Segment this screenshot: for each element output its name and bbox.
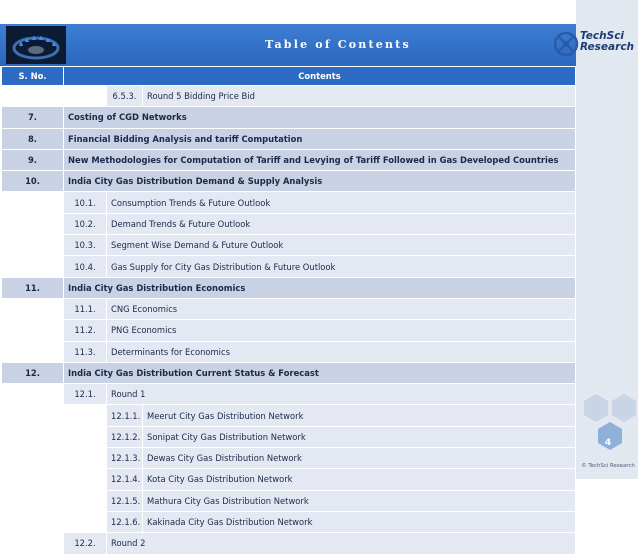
toc-title: Demand Trends & Future Outlook bbox=[107, 213, 576, 234]
toc-number: 12.1.1. bbox=[107, 405, 143, 426]
toc-title: CNG Economics bbox=[107, 298, 576, 319]
toc-empty-cell bbox=[2, 341, 64, 362]
toc-empty-cell bbox=[64, 405, 107, 426]
toc-empty-cell bbox=[2, 448, 64, 469]
toc-title: Dewas City Gas Distribution Network bbox=[143, 448, 576, 469]
toc-title: New Methodologies for Computation of Tariff and Levying of Tariff Followed in Gas Developed Countries bbox=[64, 149, 576, 170]
toc-number: 11. bbox=[2, 277, 64, 298]
toc-empty-cell bbox=[2, 256, 64, 277]
toc-title: Meerut City Gas Distribution Network bbox=[143, 405, 576, 426]
toc-section-row bbox=[2, 533, 576, 554]
toc-section-row bbox=[2, 298, 576, 319]
toc-section-row bbox=[2, 384, 576, 405]
toc-title: Round 5 Bidding Price Bid bbox=[143, 86, 576, 107]
toc-empty-cell bbox=[2, 384, 64, 405]
toc-empty-cell bbox=[64, 448, 107, 469]
toc-chapter-row bbox=[2, 107, 576, 128]
toc-chapter-row bbox=[2, 128, 576, 149]
brand-name-line2: Research bbox=[580, 41, 635, 53]
toc-number: 12.1.5. bbox=[107, 490, 143, 511]
toc-chapter-row bbox=[2, 362, 576, 383]
toc-number: 12.1.4. bbox=[107, 469, 143, 490]
title-banner bbox=[0, 24, 576, 66]
toc-empty-cell bbox=[2, 298, 64, 319]
toc-section-row bbox=[2, 86, 576, 107]
toc-number: 9. bbox=[2, 149, 64, 170]
toc-section-row bbox=[2, 235, 576, 256]
toc-empty-cell bbox=[64, 511, 107, 532]
contents-table bbox=[1, 66, 576, 555]
toc-empty-cell bbox=[64, 86, 107, 107]
toc-chapter-row bbox=[2, 277, 576, 298]
page-title: Table of Contents bbox=[265, 38, 411, 51]
toc-number: 12.1.2. bbox=[107, 426, 143, 447]
toc-title: Segment Wise Demand & Future Outlook bbox=[107, 235, 576, 256]
toc-number: 6.5.3. bbox=[107, 86, 143, 107]
toc-title: Kota City Gas Distribution Network bbox=[143, 469, 576, 490]
toc-section-row bbox=[2, 469, 576, 490]
toc-number: 11.3. bbox=[64, 341, 107, 362]
toc-number: 10.1. bbox=[64, 192, 107, 213]
toc-number: 11.1. bbox=[64, 298, 107, 319]
toc-title: Consumption Trends & Future Outlook bbox=[107, 192, 576, 213]
toc-section-row bbox=[2, 490, 576, 511]
toc-section-row bbox=[2, 426, 576, 447]
toc-title: PNG Economics bbox=[107, 320, 576, 341]
toc-title: India City Gas Distribution Demand & Supply Analysis bbox=[64, 171, 576, 192]
toc-empty-cell bbox=[2, 235, 64, 256]
toc-empty-cell bbox=[2, 213, 64, 234]
toc-title: Sonipat City Gas Distribution Network bbox=[143, 426, 576, 447]
sno-column-header: S. No. bbox=[2, 67, 64, 86]
toc-number: 12. bbox=[2, 362, 64, 383]
hexagon-decoration bbox=[582, 392, 638, 462]
toc-number: 8. bbox=[2, 128, 64, 149]
toc-number: 10.2. bbox=[64, 213, 107, 234]
toc-number: 11.2. bbox=[64, 320, 107, 341]
toc-title: India City Gas Distribution Current Status & Forecast bbox=[64, 362, 576, 383]
toc-title: Determinants for Economics bbox=[107, 341, 576, 362]
toc-section-row bbox=[2, 405, 576, 426]
toc-empty-cell bbox=[2, 86, 64, 107]
toc-chapter-row bbox=[2, 171, 576, 192]
toc-section-row bbox=[2, 511, 576, 532]
table-header-row bbox=[2, 67, 576, 86]
toc-empty-cell bbox=[2, 405, 64, 426]
toc-number: 10. bbox=[2, 171, 64, 192]
toc-section-row bbox=[2, 341, 576, 362]
toc-number: 10.3. bbox=[64, 235, 107, 256]
copyright-text: © TechSci Research bbox=[581, 463, 635, 469]
toc-empty-cell bbox=[64, 426, 107, 447]
toc-section-row bbox=[2, 192, 576, 213]
techsci-research-logo bbox=[550, 26, 638, 64]
toc-title: Kakinada City Gas Distribution Network bbox=[143, 511, 576, 532]
toc-number: 12.2. bbox=[64, 533, 107, 554]
toc-empty-cell bbox=[2, 511, 64, 532]
toc-title: Round 1 bbox=[107, 384, 576, 405]
toc-chapter-row bbox=[2, 149, 576, 170]
toc-number: 12.1.3. bbox=[107, 448, 143, 469]
toc-empty-cell bbox=[64, 490, 107, 511]
toc-empty-cell bbox=[64, 469, 107, 490]
toc-title: India City Gas Distribution Economics bbox=[64, 277, 576, 298]
page-number: 4 bbox=[604, 438, 612, 448]
contents-column-header: Contents bbox=[64, 67, 576, 86]
toc-title: Financial Bidding Analysis and tariff Computation bbox=[64, 128, 576, 149]
toc-empty-cell bbox=[2, 192, 64, 213]
toc-number: 12.1. bbox=[64, 384, 107, 405]
toc-section-row bbox=[2, 320, 576, 341]
toc-number: 12.1.6. bbox=[107, 511, 143, 532]
gas-flame-logo bbox=[6, 26, 66, 64]
toc-empty-cell bbox=[2, 533, 64, 554]
toc-empty-cell bbox=[2, 426, 64, 447]
toc-section-row bbox=[2, 213, 576, 234]
toc-empty-cell bbox=[2, 469, 64, 490]
toc-title: Mathura City Gas Distribution Network bbox=[143, 490, 576, 511]
toc-title: Round 2 bbox=[107, 533, 576, 554]
toc-title: Costing of CGD Networks bbox=[64, 107, 576, 128]
toc-number: 7. bbox=[2, 107, 64, 128]
toc-empty-cell bbox=[2, 320, 64, 341]
toc-number: 10.4. bbox=[64, 256, 107, 277]
brand-name-line1: TechSci bbox=[580, 30, 625, 42]
toc-title: Gas Supply for City Gas Distribution & Future Outlook bbox=[107, 256, 576, 277]
toc-section-row bbox=[2, 448, 576, 469]
toc-empty-cell bbox=[2, 490, 64, 511]
toc-section-row bbox=[2, 256, 576, 277]
